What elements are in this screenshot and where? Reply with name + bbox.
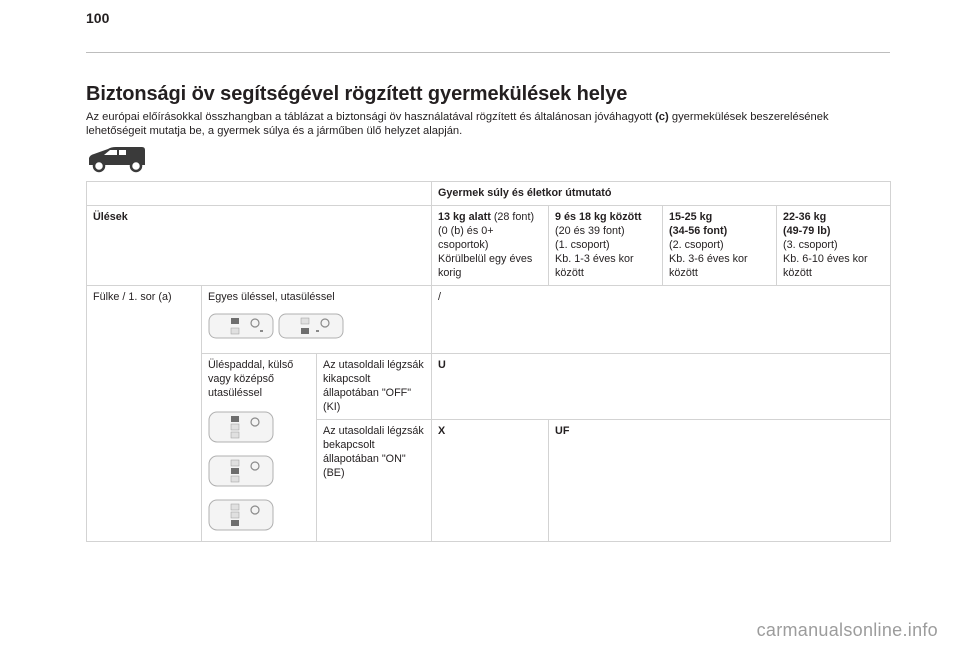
weight-column-header: 9 és 18 kg között (20 és 39 font) (1. csoport) Kb. 1-3 éves kor között: [549, 206, 663, 286]
child-seat-table: [86, 181, 891, 542]
seats-header: Ülések: [87, 206, 432, 286]
group-header: Gyermek súly és életkor útmutató: [432, 182, 891, 206]
van-icon: [86, 145, 148, 173]
intro-text-1: Az európai előírásokkal összhangban a táblázat a biztonsági öv használatával rögzített és általánosan jóváhagyott: [86, 111, 656, 123]
intro-text-2: gyermekülések beszerelésének lehetőségeit mutatja be, a gyermek súlya és a járműben ülő helyzet alapján.: [86, 111, 829, 137]
weight-column-header: 15-25 kg (34-56 font) (2. csoport) Kb. 3-6 éves kor között: [663, 206, 777, 286]
table-row: [87, 206, 891, 286]
seat-config-single: Egyes üléssel, utasüléssel: [202, 286, 432, 354]
airbag-on-label: Az utasoldali légzsák bekapcsolt állapotában "ON" (BE): [317, 420, 432, 542]
car-top-view-icon: [278, 312, 344, 340]
intro-ref-c: (c): [655, 111, 669, 123]
footer-watermark: carmanualsonline.info: [756, 620, 938, 640]
car-top-view-icon: [208, 410, 274, 444]
value-cell: /: [432, 286, 891, 354]
intro-paragraph: [86, 110, 890, 138]
seat-config-bench: Üléspaddal, külső vagy középső utasüléssel: [202, 354, 317, 542]
value-cell: X: [432, 420, 549, 542]
value-cell: U: [432, 354, 891, 420]
car-top-view-icon: [208, 454, 274, 488]
weight-column-header: 13 kg alatt (28 font) (0 (b) és 0+ csoportok) Körülbelül egy éves korig: [432, 206, 549, 286]
row-label: Fülke / 1. sor (a): [87, 286, 202, 542]
table-row: [87, 354, 891, 420]
airbag-off-label: Az utasoldali légzsák kikapcsolt állapotában "OFF" (KI): [317, 354, 432, 420]
table-cell-empty: [87, 182, 432, 206]
weight-column-header: 22-36 kg (49-79 lb) (3. csoport) Kb. 6-10 éves kor között: [777, 206, 891, 286]
value-cell: UF: [549, 420, 891, 542]
header-divider: [86, 52, 890, 53]
car-top-view-icon: [208, 312, 274, 340]
page-title: Biztonsági öv segítségével rögzített gyermekülések helye: [86, 83, 628, 105]
page-number: 100: [86, 10, 110, 26]
car-top-view-icon: [208, 498, 274, 532]
table-row: [87, 286, 891, 354]
table-row: [87, 182, 891, 206]
